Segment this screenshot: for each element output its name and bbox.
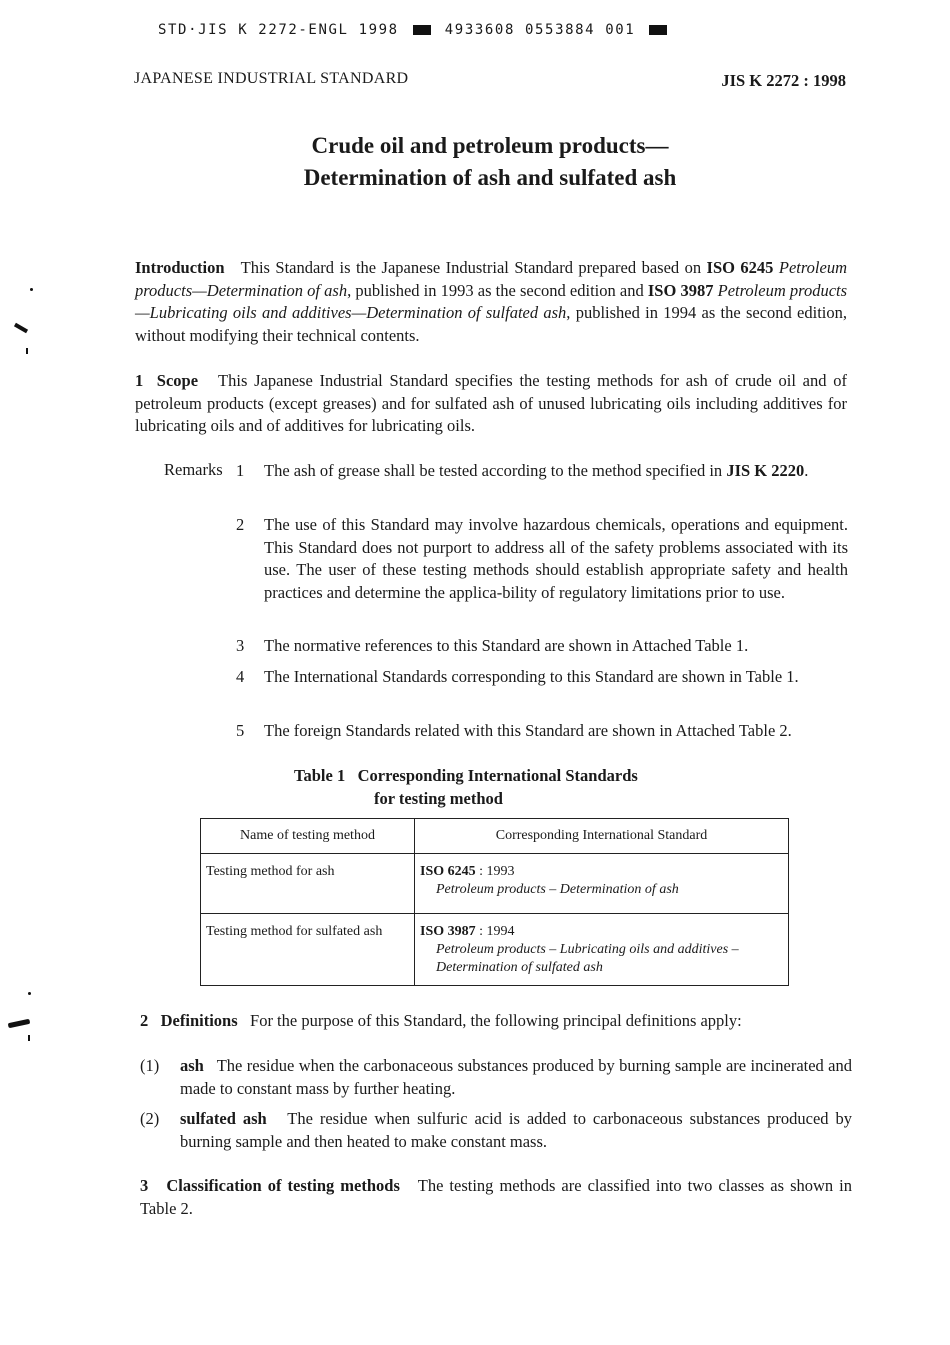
header-standard-name: JAPANESE INDUSTRIAL STANDARD [134,70,409,87]
remark-number: 4 [236,667,245,686]
classification-number: 3 [140,1176,149,1195]
definition-term: sulfated ash [180,1109,267,1128]
remark-text: The International Standards corresponding to this Standard are shown in Table 1. [264,667,799,686]
table-row [201,854,789,914]
iso-title-continued: Determination of sulfated ash [436,960,603,975]
title-line-1: Crude oil and petroleum products— [311,133,669,158]
header-standard-number: JIS K 2272 : 1998 [721,71,846,90]
scope-section [135,370,847,438]
table-caption-line-1: Table 1 Corresponding International Standards [294,766,638,785]
iso-number: ISO 3987 [420,924,476,939]
scope-heading: Scope [156,371,199,390]
stamp-text-2: 4933608 0553884 001 [444,22,636,38]
iso-number: ISO 6245 [420,864,476,879]
iso-6245-reference: ISO 6245 [706,258,774,277]
table-cell-method: Testing method for sulfated ash [201,914,415,986]
iso-3987-title: Petroleum products—Lubricating oils and additives—Determination of sulfated ash [135,280,848,322]
remark-item [236,635,848,658]
remark-text: The normative references to this Standard are shown in Attached Table 1. [264,636,749,655]
definition-number: (2) [140,1109,160,1128]
document-stamp [158,22,758,38]
definitions-number: 2 [140,1011,149,1030]
definitions-intro: For the purpose of this Standard, the following principal definitions apply: [250,1011,742,1030]
scan-arrow-mark [14,323,28,333]
classification-heading: Classification of testing methods [166,1176,400,1195]
table-1-caption [294,764,638,810]
scan-speck [26,348,28,354]
table-header-cell: Name of testing method [201,819,415,854]
page-title [0,130,950,194]
table-cell-standard [415,914,789,986]
remark-item [236,666,848,689]
classification-section [140,1175,852,1220]
remark-number: 2 [236,515,245,534]
remark-item [236,460,848,483]
iso-year: : 1994 [479,924,515,939]
iso-title: Petroleum products – Determination of ash [436,882,679,897]
definition-text: The residue when the carbonaceous substances produced by burning sample are incinerated and made to constant mass by further heating. [180,1056,853,1098]
table-cell-method: Testing method for ash [201,854,415,914]
iso-title: Petroleum products – Lubricating oils and additives – [436,942,739,957]
remark-number: 3 [236,636,245,655]
remark-item [236,514,848,604]
title-line-2: Determination of ash and sulfated ash [303,165,677,190]
scan-speck [28,992,31,995]
definition-text: The residue when sulfuric acid is added to carbonaceous substances produced by burning sample and then heated to make constant mass. [180,1109,852,1151]
table-header-row [201,819,789,854]
jis-reference: JIS K 2220 [726,461,805,480]
remark-number: 5 [236,721,245,740]
scope-text: This Japanese Industrial Standard specifies the testing methods for ash of crude oil and of petroleum products (except greases) and for sulfated ash of unused lubricating oils including additives for lubricating oils and of additives for lubricating oils. [135,371,847,435]
table-header-cell: Corresponding International Standard [415,819,789,854]
scope-number: 1 [135,371,144,390]
iso-3987-reference: ISO 3987 [647,280,714,300]
definition-item [140,1108,852,1153]
remark-text: The ash of grease shall be tested according to the method specified in [264,461,723,480]
definitions-heading: Definitions [160,1011,238,1030]
stamp-block-mark [649,25,667,35]
table-1 [200,818,789,986]
stamp-text-1: STD·JIS K 2272-ENGL 1998 [158,22,399,38]
remark-punctuation: . [804,461,809,480]
remark-number: 1 [236,461,245,480]
scan-speck [30,288,33,291]
definition-number: (1) [140,1056,160,1075]
introduction-text: , published in 1993 as the second edition and [347,280,644,300]
introduction-paragraph [135,257,847,347]
scan-arrow-mark [8,1019,31,1028]
introduction-heading: Introduction [135,258,225,277]
definition-item [140,1055,852,1100]
iso-year: : 1993 [479,864,515,879]
table-row [201,914,789,986]
table-caption-line-2: for testing method [374,789,503,808]
remark-text: The foreign Standards related with this Standard are shown in Attached Table 2. [264,721,792,740]
stamp-block-mark [413,25,431,35]
iso-6245-title: Petroleum products—Determination of ash [135,258,848,300]
remark-item [236,720,848,743]
introduction-text: , published in 1994 as the second edition, without modifying their technical contents. [135,303,847,345]
definition-term: ash [180,1056,204,1075]
classification-text: The testing methods are classified into two classes as shown in Table 2. [140,1176,853,1218]
scan-speck [28,1035,30,1041]
table-cell-standard [415,854,789,914]
remarks-label: Remarks [164,460,223,479]
introduction-text: This Standard is the Japanese Industrial Standard prepared based on [240,258,702,277]
remark-text: The use of this Standard may involve hazardous chemicals, operations and equipment. This Standard does not purport to address all of the safety problems associated with its use. The user of these testing methods should establish appropriate safety and health practices and determine the applica-bility of regulatory limitations prior to use. [264,515,848,602]
definitions-section [140,1010,852,1033]
